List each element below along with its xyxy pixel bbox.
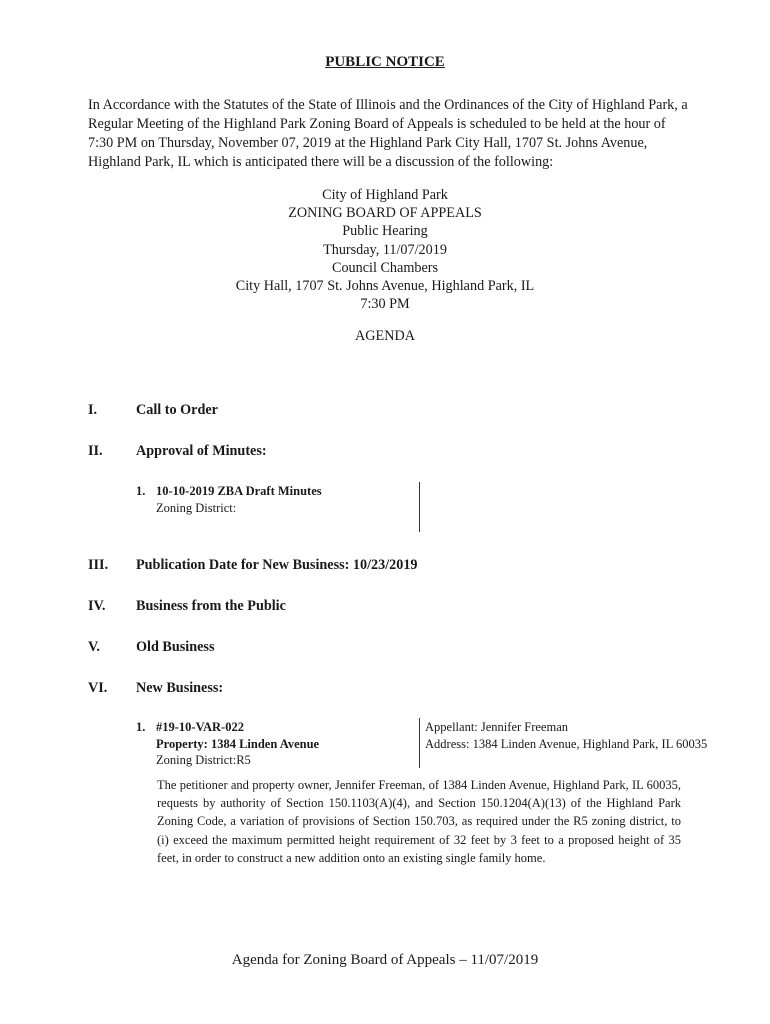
appellant-address: Address: 1384 Linden Avenue, Highland Park, IL 60035: [425, 736, 708, 751]
meeting-location: City Hall, 1707 St. Johns Avenue, Highland Park, IL: [235, 278, 535, 295]
section-number: V.: [88, 639, 100, 655]
page-footer: Agenda for Zoning Board of Appeals – 11/07/2019: [231, 952, 539, 968]
agenda-title: AGENDA: [355, 328, 415, 344]
case-description: The petitioner and property owner, Jennifer Freeman, of 1384 Linden Avenue, Highland Park, IL 60035, requests by authority of Section 150.1103(A)(4), and Section 150.1204(A)(13) of the Highland Park Zoning Code, a variation of provisions of Section 150.703, as required under the R5 zoning district, to (i) exceed the maximum permitted height requirement of 32 feet by 3 feet to a proposed height of 35 feet, in order to construct a new addition onto an existing single family home.: [157, 778, 681, 865]
section-number: II.: [88, 443, 103, 459]
intro-paragraph: In Accordance with the Statutes of the State of Illinois and the Ordinances of the City of Highland Park, a Regular Meeting of the Highland Park Zoning Board of Appeals is scheduled to be held at the hour of 7:30 PM on Thursday, November 07, 2019 at the Highland Park City Hall, 1707 St. Johns Avenue, Highland Park, IL which is anticipated there will be a discussion of the following:: [88, 97, 688, 170]
section-number: III.: [88, 557, 109, 573]
minutes-item-title: 10-10-2019 ZBA Draft Minutes: [156, 484, 322, 498]
column-divider: [419, 718, 420, 768]
meeting-date: Thursday, 11/07/2019: [323, 241, 447, 258]
notice-title: PUBLIC NOTICE: [325, 54, 445, 70]
meeting-room: Council Chambers: [332, 259, 438, 276]
case-number: #19-10-VAR-022: [156, 720, 244, 734]
item-number: 1.: [136, 720, 146, 734]
zoning-district: Zoning District:R5: [156, 753, 251, 767]
board-name: ZONING BOARD OF APPEALS: [288, 205, 482, 222]
minutes-zoning-district: Zoning District:: [156, 500, 237, 515]
section-label: Old Business: [136, 639, 215, 655]
appellant-info: [425, 719, 707, 752]
section-label: Business from the Public: [136, 598, 286, 614]
city-name: City of Highland Park: [322, 187, 448, 203]
meeting-time: 7:30 PM: [360, 296, 410, 313]
meeting-header-block: [0, 186, 770, 313]
hearing-type: Public Hearing: [342, 223, 428, 240]
section-number: IV.: [88, 598, 106, 614]
section-label: New Business:: [136, 680, 224, 696]
section-label: Call to Order: [136, 402, 218, 418]
section-number: VI.: [88, 680, 108, 696]
section-label: Approval of Minutes:: [136, 443, 267, 459]
property-address: Property: 1384 Linden Avenue: [156, 736, 320, 751]
section-number: I.: [88, 402, 98, 418]
column-divider: [419, 482, 420, 532]
appellant-name: Appellant: Jennifer Freeman: [425, 720, 569, 734]
section-label: Publication Date for New Business: 10/23/2019: [136, 557, 418, 573]
item-number: 1.: [136, 484, 146, 498]
